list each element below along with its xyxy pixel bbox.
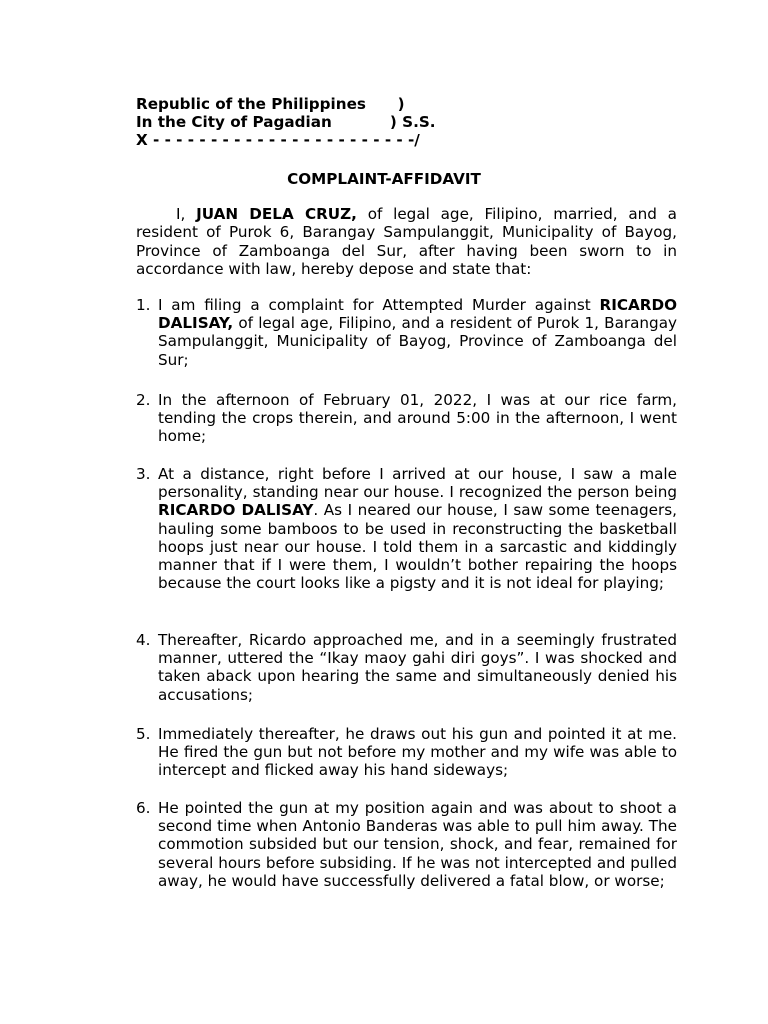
item-text: In the afternoon of February 01, 2022, I was at our rice farm, tending the crops therein, and around 5:00 in the afternoon, I went home; [158,391,677,446]
list-item-5 [136,725,677,780]
caption-city: In the City of Pagadian ) S.S. [136,113,436,131]
item-number: 1. [136,296,151,314]
item-text: Thereafter, Ricardo approached me, and in a seemingly frustrated manner, uttered the “Ikay maoy gahi diri goys”. I was shocked and taken aback upon hearing the same and simultaneously denied his accusations; [158,631,677,704]
respondent-name: RICARDO DALISAY, [158,296,677,333]
item-text [158,296,677,369]
caption-divider: X - - - - - - - - - - - - - - - - - - - - - - -/ [136,131,420,149]
list-item-6 [136,799,677,890]
list-item-4 [136,631,677,704]
list-item-3 [136,465,677,592]
affiant-name: JUAN DELA CRUZ, [196,205,357,223]
list-item-2 [136,391,677,446]
item-number: 6. [136,799,151,817]
document-title: COMPLAINT-AFFIDAVIT [287,170,481,188]
item-number: 3. [136,465,151,483]
caption-republic: Republic of the Philippines ) [136,95,405,113]
item-text-post: of legal age, Filipino, and a resident of Purok 1, Barangay Sampulanggit, Municipality of Bayog, Province of Zamboanga del Sur; [158,314,677,369]
item-text-pre: At a distance, right before I arrived at our house, I saw a male personality, standing near our house. I recognized the person being [158,465,677,502]
item-text: He pointed the gun at my position again and was about to shoot a second time when Antonio Banderas was able to pull him away. The commotion subsided but our tension, shock, and fear, remained for several hours before subsiding. If he was not intercepted and pulled away, he would have successfully delivered a fatal blow, or worse; [158,799,677,890]
item-number: 2. [136,391,151,409]
item-text-pre: I am filing a complaint for Attempted Murder against [158,296,600,314]
list-item-1 [136,296,677,369]
intro-post: of legal age, Filipino, married, and a resident of Purok 6, Barangay Sampulanggit, Municipality of Bayog, Province of Zamboanga del Sur, after having been sworn to in accordance with law, hereby depose and state that: [136,205,677,278]
item-text: Immediately thereafter, he draws out his gun and pointed it at me. He fired the gun but not before my mother and my wife was able to intercept and flicked away his hand sideways; [158,725,677,780]
respondent-name: RICARDO DALISAY [158,501,314,520]
item-text-post: . As I neared our house, I saw some teenagers, hauling some bamboos to be used in reconstructing the basketball hoops just near our house. I told them in a sarcastic and kiddingly manner that if I were them, I wouldn’t bother repairing the hoops because the court looks like a pigsty and it is not ideal for playing; [158,501,677,593]
item-number: 5. [136,725,151,743]
item-text [158,465,677,592]
item-number: 4. [136,631,151,649]
intro-paragraph [136,205,677,278]
intro-pre: I, [176,205,197,223]
